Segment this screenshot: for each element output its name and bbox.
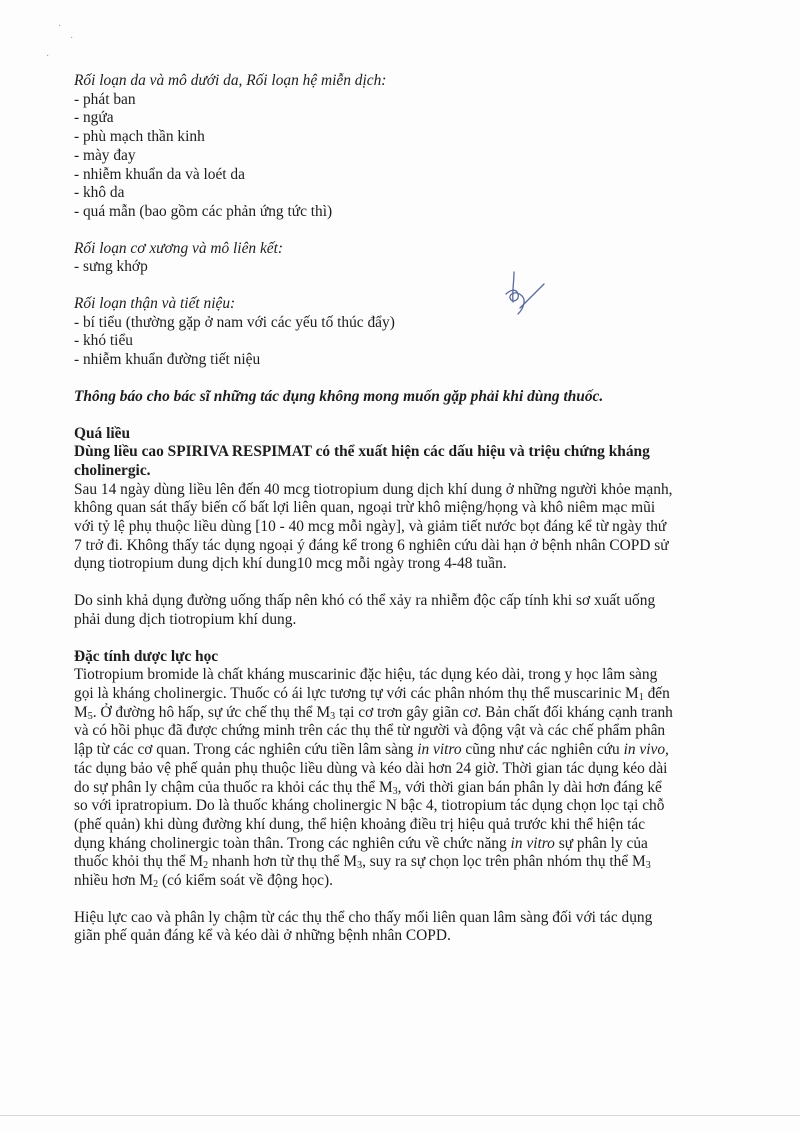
paragraph-line: giãn phế quản đáng kể và kéo dài ở những bệnh nhân COPD. <box>74 927 451 945</box>
section-pharmacodynamics <box>74 648 734 947</box>
paragraph-line: thuốc khỏi thụ thể $M_2$ nhanh hơn từ thụ thể $M_3$, suy ra sự chọn lọc trên phân nhóm thụ thể $M_3$ <box>74 853 651 872</box>
section-title: Đặc tính dược lực học <box>74 647 219 665</box>
list-item: - phù mạch thần kinh <box>74 128 205 146</box>
scan-speck: · <box>46 51 50 62</box>
document-page <box>74 72 734 946</box>
paragraph-line: lập từ các cơ quan. Trong các nghiên cứu tiền lâm sàng in vitro cũng như các nghiên cứu in vivo, <box>74 741 669 759</box>
scan-edge-line <box>0 1115 800 1116</box>
paragraph-line: 7 trở đi. Không thấy tác dụng ngoại ý đáng kể trong 6 nghiên cứu dài hạn ở bệnh nhân COPD sử <box>74 536 669 554</box>
section-skin-immune <box>74 72 734 222</box>
paragraph-line: dụng kháng cholinergic toàn thân. Trong các nghiên cứu về chức năng in vitro sự phân ly của <box>74 834 648 852</box>
paragraph-line: so với ipratropium. Do là thuốc kháng cholinergic N bậc 4, tiotropium tác dụng chọn lọc tại chỗ <box>74 797 665 815</box>
list-item: - nhiễm khuẩn da và loét da <box>74 165 245 183</box>
list-item: - mày đay <box>74 146 136 164</box>
paragraph-line: Sau 14 ngày dùng liều lên đến 40 mcg tiotropium dung dịch khí dung ở những người khỏe mạnh, <box>74 480 673 498</box>
paragraph-line: dụng tiotropium dung dịch khí dung10 mcg mỗi ngày trong 4-48 tuần. <box>74 555 507 573</box>
paragraph-line: với tỷ lệ phụ thuộc liều dùng [10 - 40 mcg mỗi ngày], và giảm tiết nước bọt đáng kể từ ngày thứ <box>74 518 667 536</box>
section-heading: Rối loạn cơ xương và mô liên kết: <box>74 239 284 257</box>
section-musculoskeletal <box>74 240 734 277</box>
adverse-effect-notice: Thông báo cho bác sĩ những tác dụng không mong muốn gặp phải khi dùng thuốc. <box>74 387 604 405</box>
list-item: - nhiễm khuẩn đường tiết niệu <box>74 351 261 369</box>
paragraph-line: $M_5$. Ở đường hô hấp, sự ức chế thụ thể $M_3$ tại cơ trơn gây giãn cơ. Bản chất đối kháng cạnh tranh <box>74 703 673 722</box>
section-renal-urinary <box>74 295 734 370</box>
paragraph-line: và có hồi phục đã được chứng minh trên các thụ thể từ người và động vật và các chế phẩm phân <box>74 722 666 740</box>
paragraph-line: nhiều hơn $M_2$ (có kiểm soát về động học). <box>74 872 333 891</box>
list-item: - ngứa <box>74 109 114 127</box>
list-item: - khô da <box>74 184 125 202</box>
list-item: - phát ban <box>74 90 136 108</box>
paragraph-line: Do sinh khả dụng đường uống thấp nên khó có thể xảy ra nhiễm độc cấp tính khi sơ xuất uống <box>74 592 656 610</box>
section-title: Quá liều <box>74 424 131 442</box>
paragraph-line: không quan sát thấy biến cố bất lợi liên quan, ngoại trừ khô miệng/họng và khô niêm mạc mũi <box>74 499 656 517</box>
list-item: - khó tiểu <box>74 332 133 350</box>
section-subtitle: cholinergic. <box>74 461 151 479</box>
list-item: - sưng khớp <box>74 258 148 276</box>
paragraph-line: gọi là kháng cholinergic. Thuốc có ái lực tương tự với các phân nhóm thụ thể muscarinic $M_1$ đến <box>74 684 670 703</box>
paragraph-line: tác dụng bảo vệ phế quản phụ thuộc liều dùng và kéo dài hơn 24 giờ. Thời gian tác dụng kéo dài <box>74 759 668 777</box>
paragraph-line: Hiệu lực cao và phân ly chậm từ các thụ thể cho thấy mối liên quan lâm sàng đối với tác dụng <box>74 908 653 926</box>
section-subtitle: Dùng liều cao SPIRIVA RESPIMAT có thể xuất hiện các dấu hiệu và triệu chứng kháng <box>74 443 650 461</box>
list-item: - bí tiểu (thường gặp ở nam với các yếu tố thúc đẩy) <box>74 313 395 331</box>
section-heading: Rối loạn da và mô dưới da, Rối loạn hệ miễn dịch: <box>74 72 387 89</box>
scan-speck: · <box>70 33 74 44</box>
paragraph-line: do sự phân ly chậm của thuốc ra khỏi các thụ thể $M_3$, với thời gian bán phân ly dài hơn đáng kể <box>74 778 662 797</box>
paragraph-line: (phế quản) khi dùng đường khí dung, thể hiện khoảng điều trị hiệu quả trước khi thể hiện tác <box>74 815 646 833</box>
list-item: - quá mẫn (bao gồm các phản ứng tức thì) <box>74 202 333 220</box>
paragraph-line: Tiotropium bromide là chất kháng muscarinic đặc hiệu, tác dụng kéo dài, trong y học lâm sàng <box>74 666 658 684</box>
section-heading: Rối loạn thận và tiết niệu: <box>74 295 236 313</box>
paragraph-line: phải dung dịch tiotropium khí dung. <box>74 610 297 628</box>
scan-speck: · <box>58 21 62 32</box>
section-overdose <box>74 425 734 630</box>
